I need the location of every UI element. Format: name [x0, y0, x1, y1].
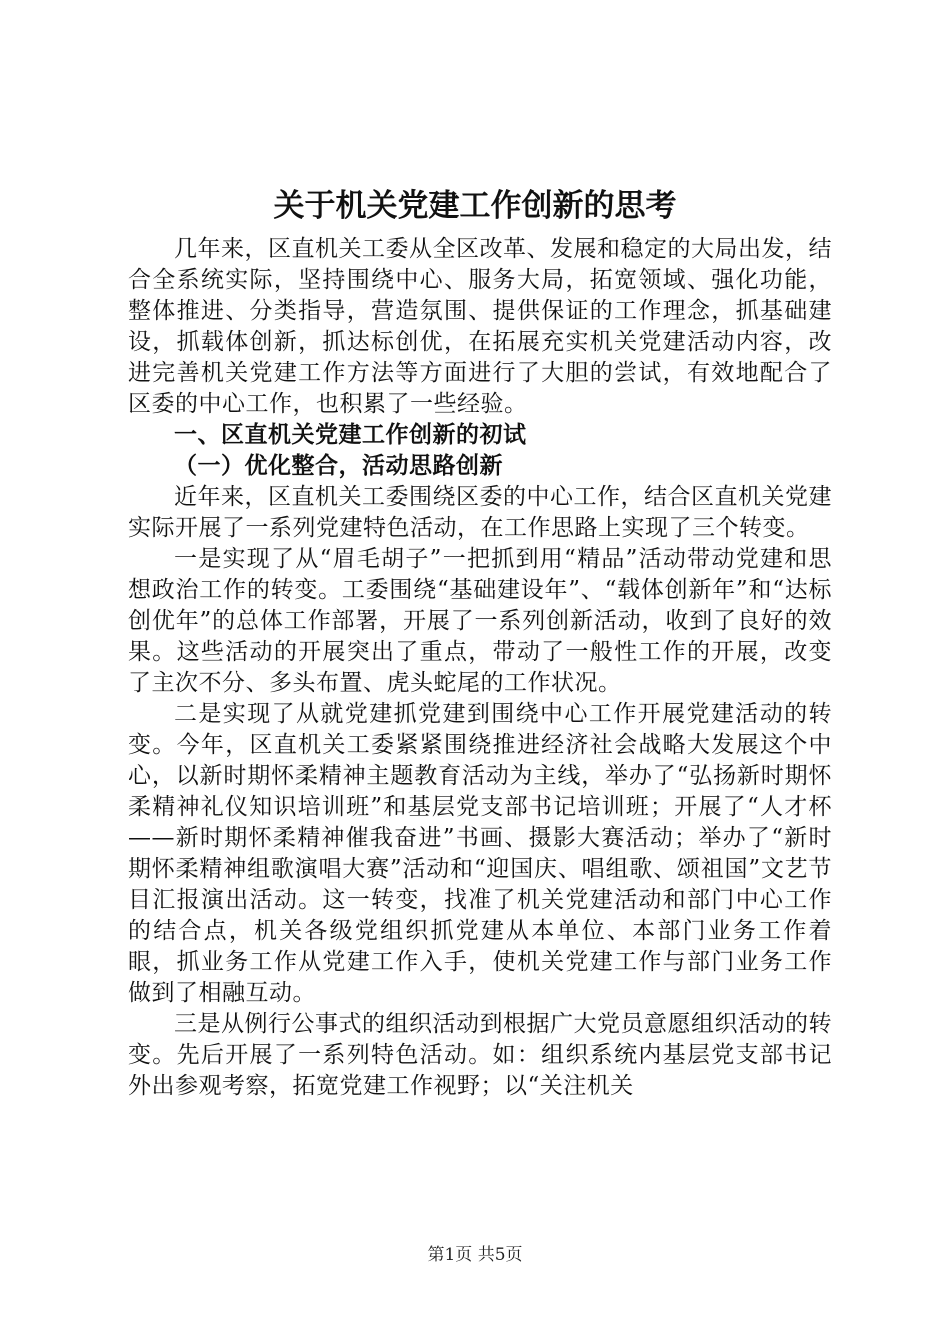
paragraph-intro: 几年来，区直机关工委从全区改革、发展和稳定的大局出发，结合全系统实际，坚持围绕中心、服务大局，拓宽领域、强化功能，整体推进、分类指导，营造氛围、提供保证的工作理念，抓基础建设，抓载体创新，抓达标创优，在拓展充实机关党建活动内容，改进完善机关党建工作方法等方面进行了大胆的尝试，有效地配合了区委的中心工作，也积累了一些经验。	[128, 236, 832, 417]
paragraph-shift-three: 三是从例行公事式的组织活动到根据广大党员意愿组织活动的转变。先后开展了一系列特色活动。如：组织系统内基层党支部书记外出参观考察，拓宽党建工作视野；以“关注机关	[128, 1011, 832, 1099]
paragraph-overview: 近年来，区直机关工委围绕区委的中心工作，结合区直机关党建实际开展了一系列党建特色活动，在工作思路上实现了三个转变。	[128, 484, 832, 541]
section-heading-1: 一、区直机关党建工作创新的初试	[174, 422, 527, 448]
document-body	[128, 234, 832, 1102]
page-footer: 第1页 共5页	[427, 1245, 523, 1265]
document-title: 关于机关党建工作创新的思考	[273, 188, 677, 224]
paragraph-shift-one: 一是实现了从“眉毛胡子”一把抓到用“精品”活动带动党建和思想政治工作的转变。工委围绕“基础建设年”、“载体创新年”和“达标创优年”的总体工作部署，开展了一系列创新活动，收到了良好的效果。这些活动的开展突出了重点，带动了一般性工作的开展，改变了主次不分、多头布置、虎头蛇尾的工作状况。	[128, 546, 832, 696]
subsection-heading-1-1: （一）优化整合，活动思路创新	[174, 453, 503, 479]
paragraph-shift-two: 二是实现了从就党建抓党建到围绕中心工作开展党建活动的转变。今年，区直机关工委紧紧围绕推进经济社会战略大发展这个中心，以新时期怀柔精神主题教育活动为主线，举办了“弘扬新时期怀柔精神礼仪知识培训班”和基层党支部书记培训班；开展了“人才杯——新时期怀柔精神催我奋进”书画、摄影大赛活动；举办了“新时期怀柔精神组歌演唱大赛”活动和“迎国庆、唱组歌、颂祖国”文艺节目汇报演出活动。这一转变，找准了机关党建活动和部门中心工作的结合点，机关各级党组织抓党建从本单位、本部门业务工作着眼，抓业务工作从党建工作入手，使机关党建工作与部门业务工作做到了相融互动。	[128, 701, 832, 1006]
